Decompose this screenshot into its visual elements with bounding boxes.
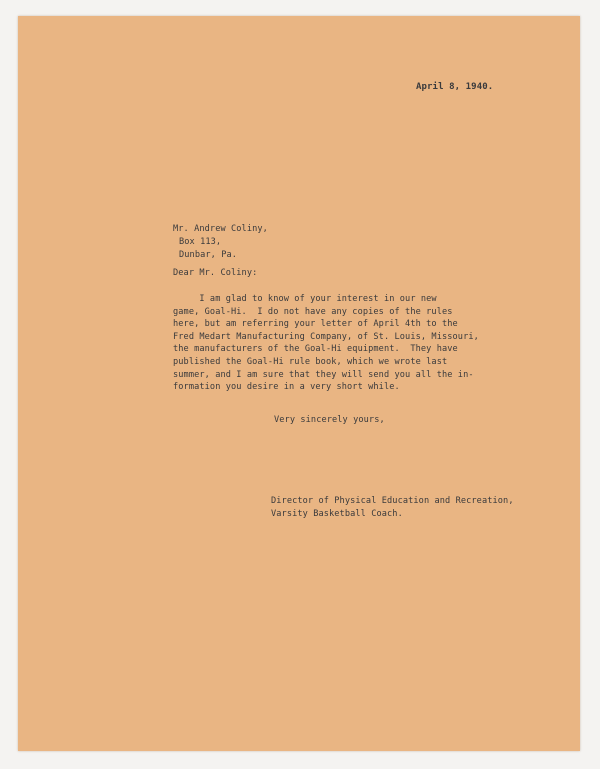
complimentary-close: Very sincerely yours,	[274, 415, 385, 425]
address-line-city: Dunbar, Pa.	[179, 249, 238, 260]
signature-title-line: Director of Physical Education and Recreation,	[271, 496, 514, 506]
body-line: Fred Medart Manufacturing Company, of St. Louis, Missouri,	[173, 331, 479, 342]
signature-block	[271, 495, 514, 520]
recipient-address	[173, 223, 268, 261]
body-line: published the Goal-Hi rule book, which we wrote last	[173, 356, 448, 367]
address-line-box: Box 113,	[179, 236, 222, 247]
body-line: formation you desire in a very short while.	[173, 382, 400, 393]
body-line: here, but am referring your letter of April 4th to the	[173, 319, 458, 330]
letter-body	[173, 293, 479, 394]
letter-page	[18, 16, 580, 751]
body-line: summer, and I am sure that they will send you all the in-	[173, 369, 474, 380]
address-line-name: Mr. Andrew Coliny,	[173, 224, 268, 234]
letter-date: April 8, 1940.	[416, 82, 494, 92]
salutation: Dear Mr. Coliny:	[173, 268, 258, 278]
body-line: the manufacturers of the Goal-Hi equipment. They have	[173, 344, 458, 355]
body-line: game, Goal-Hi. I do not have any copies of the rules	[173, 306, 453, 317]
signature-title-line: Varsity Basketball Coach.	[271, 508, 403, 519]
body-line: I am glad to know of your interest in our new	[173, 294, 437, 304]
